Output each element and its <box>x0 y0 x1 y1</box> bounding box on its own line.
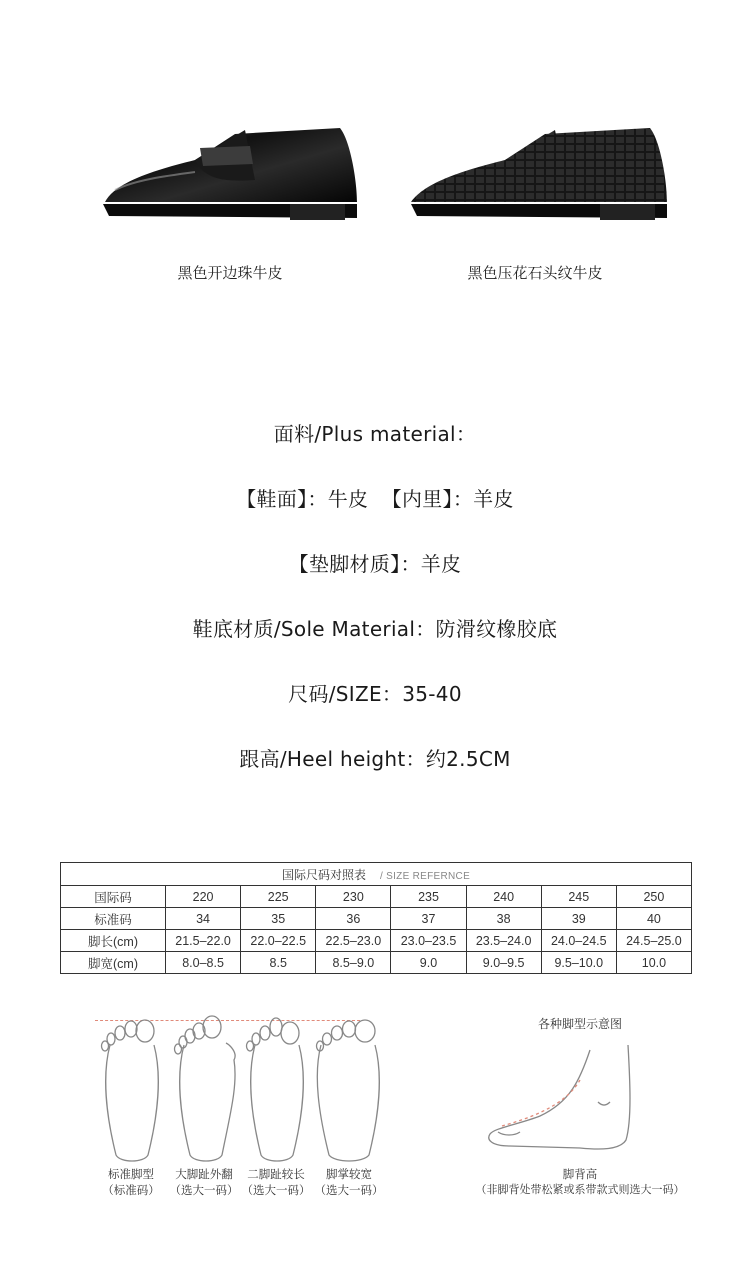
table-row <box>61 930 692 952</box>
table-cell: 23.0–23.5 <box>391 930 466 952</box>
foot-type-note: （选大一码） <box>241 1183 311 1197</box>
croc-embossed-loafer-image <box>405 120 675 230</box>
foot-bunion-icon <box>172 1015 240 1165</box>
row-label: 脚长(cm) <box>61 930 166 952</box>
spec-heel: 跟高/Heel height：约2.5CM <box>239 747 511 771</box>
instep-label <box>470 1166 690 1198</box>
foot-type-note: （选大一码） <box>314 1183 384 1197</box>
spec-insole: 【垫脚材质】：羊皮 <box>288 552 462 576</box>
spec-upper-lining: 【鞋面】：牛皮 【内里】：羊皮 <box>236 487 514 511</box>
instep-name: 脚背高 <box>562 1167 598 1181</box>
foot-type-name: 脚掌较宽 <box>326 1167 372 1181</box>
table-cell: 235 <box>391 886 466 908</box>
table-cell: 245 <box>541 886 616 908</box>
table-cell: 39 <box>541 908 616 930</box>
table-cell: 250 <box>616 886 691 908</box>
row-label: 国际码 <box>61 886 166 908</box>
table-subtitle: / SIZE REFERNCE <box>379 870 471 882</box>
product-caption-1: 黑色开边珠牛皮 <box>177 264 283 282</box>
foot-wide-icon <box>313 1015 385 1165</box>
table-title-cell <box>61 863 692 886</box>
table-cell: 24.0–24.5 <box>541 930 616 952</box>
table-row <box>61 886 692 908</box>
spec-sole: 鞋底材质/Sole Material：防滑纹橡胶底 <box>192 617 558 641</box>
instep-note: （非脚背处带松紧或系带款式则选大一码） <box>475 1183 685 1196</box>
size-reference-table <box>60 862 692 974</box>
table-cell: 225 <box>241 886 316 908</box>
spec-size: 尺码/SIZE：35-40 <box>288 682 462 706</box>
table-row <box>61 952 692 974</box>
table-cell: 35 <box>241 908 316 930</box>
table-cell: 9.0–9.5 <box>466 952 541 974</box>
table-cell: 22.0–22.5 <box>241 930 316 952</box>
table-title-row <box>61 863 692 886</box>
foot-type-name: 标准脚型 <box>108 1167 154 1181</box>
foot-type-label-4 <box>308 1166 390 1198</box>
table-row <box>61 908 692 930</box>
table-cell: 24.5–25.0 <box>616 930 691 952</box>
table-cell: 8.0–8.5 <box>166 952 241 974</box>
table-cell: 230 <box>316 886 391 908</box>
table-cell: 9.5–10.0 <box>541 952 616 974</box>
table-cell: 37 <box>391 908 466 930</box>
table-cell: 36 <box>316 908 391 930</box>
table-cell: 9.0 <box>391 952 466 974</box>
foot-type-label-1 <box>92 1166 170 1198</box>
table-cell: 8.5–9.0 <box>316 952 391 974</box>
table-cell: 40 <box>616 908 691 930</box>
table-cell: 8.5 <box>241 952 316 974</box>
table-cell: 22.5–23.0 <box>316 930 391 952</box>
table-cell: 10.0 <box>616 952 691 974</box>
foot-diagram-title: 各种脚型示意图 <box>537 1017 622 1031</box>
product-caption-2: 黑色压花石头纹牛皮 <box>467 264 603 282</box>
foot-type-name: 二脚趾较长 <box>247 1167 305 1181</box>
table-cell: 38 <box>466 908 541 930</box>
glossy-leather-loafer-image <box>95 120 365 230</box>
row-label: 脚宽(cm) <box>61 952 166 974</box>
foot-type-label-3 <box>235 1166 317 1198</box>
table-cell: 21.5–22.0 <box>166 930 241 952</box>
foot-type-name: 大脚趾外翻 <box>175 1167 233 1181</box>
table-title: 国际尺码对照表 <box>281 867 366 882</box>
table-cell: 220 <box>166 886 241 908</box>
foot-side-view-icon <box>480 1040 640 1155</box>
table-cell: 240 <box>466 886 541 908</box>
spec-material: 面料/Plus material： <box>273 422 477 446</box>
row-label: 标准码 <box>61 908 166 930</box>
table-cell: 34 <box>166 908 241 930</box>
foot-type-note: （选大一码） <box>169 1183 239 1197</box>
table-cell: 23.5–24.0 <box>466 930 541 952</box>
foot-type-label-2 <box>163 1166 245 1198</box>
foot-long-second-toe-icon <box>243 1015 311 1165</box>
foot-standard-icon <box>98 1015 166 1165</box>
foot-type-note: （标准码） <box>102 1183 160 1197</box>
